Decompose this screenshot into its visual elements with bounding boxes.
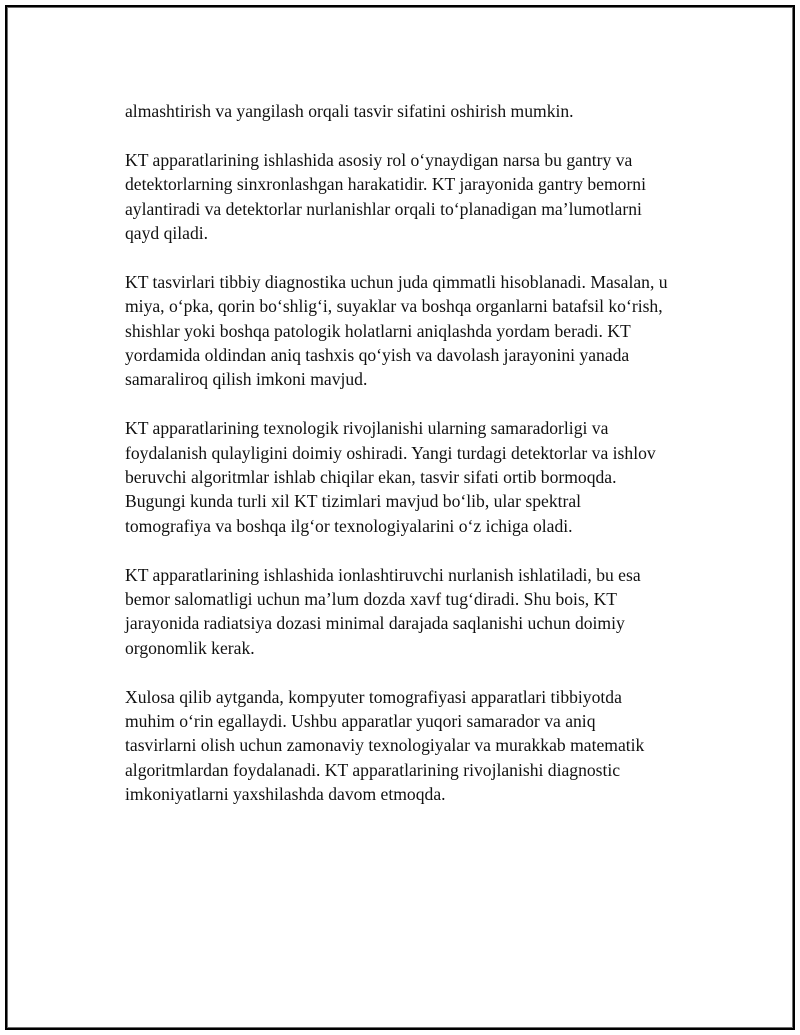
paragraph-2: KT apparatlarining ishlashida asosiy rol o‘ynaydigan narsa bu gantry va detektorlarning sinxronlashgan harakatidir. KT jarayonida gantry bemorni aylantiradi va detektorlar nurlanishlar orqali to‘planadigan ma’lumotlarni qayd qiladi.: [125, 149, 646, 244]
paragraph-1: almashtirish va yangilash orqali tasvir sifatini oshirish mumkin.: [125, 101, 574, 121]
document-page: [5, 5, 795, 1030]
paragraph-4: KT apparatlarining texnologik rivojlanishi ularning samaradorligi va foydalanish qulayligini doimiy oshiradi. Yangi turdagi detektorlar va ishlov beruvchi algoritmlar ishlab chiqilar ekan, tasvir sifati ortib bormoqda. Bugungi kunda turli xil KT tizimlari mavjud bo‘lib, ular spektral tomografiya va boshqa ilg‘or texnologiyalarini o‘z ichiga oladi.: [125, 418, 656, 536]
paragraph-5: KT apparatlarining ishlashida ionlashtiruvchi nurlanish ishlatiladi, bu esa bemor salomatligi uchun ma’lum dozda xavf tug‘diradi. Shu bois, KT jarayonida radiatsiya dozasi minimal darajada saqlanishi uchun doimiy orgonomlik kerak.: [125, 564, 641, 658]
paragraph-3: KT tasvirlari tibbiy diagnostika uchun juda qimmatli hisoblanadi. Masalan, u miya, o‘pka, qorin bo‘shlig‘i, suyaklar va boshqa organlarni batafsil ko‘rish, shishlar yoki boshqa patologik holatlarni aniqlashda yordam beradi. KT yordamida oldindan aniq tashxis qo‘yish va davolash jarayonini yanada samaraliroq qilish imkoni mavjud.: [125, 271, 668, 390]
document-body: [125, 99, 715, 831]
paragraph-6: Xulosa qilib aytganda, kompyuter tomografiyasi apparatlari tibbiyotda muhim o‘rin egallaydi. Ushbu apparatlar yuqori samarador va aniq tasvirlarni olish uchun zamonaviy texnologiyalar va murakkab matematik algoritmlardan foydalanadi. KT apparatlarining rivojlanishi diagnostic imkoniyatlarni yaxshilashda davom etmoqda.: [125, 686, 645, 805]
